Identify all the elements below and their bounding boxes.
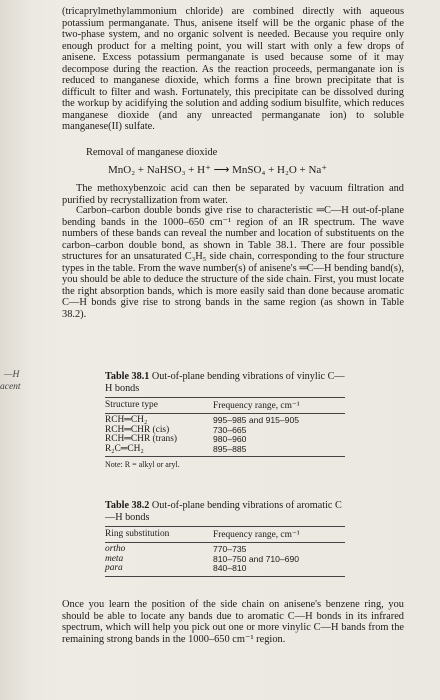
table-row: RCH═CH₂ 995–985 and 915–905 xyxy=(105,415,300,425)
paragraph-separation: The methoxybenzoic acid can then be separated by vacuum filtration and purified by recrystallization from water. xyxy=(62,183,404,206)
column-header-frequency: Frequency range, cm⁻¹ xyxy=(213,401,300,411)
paragraph-ir-bands: Carbon–carbon double bonds give rise to characteristic ═C—H out-of-plane bending bands in the 1000–650 cm⁻¹ region of an IR spectrum. The wave numbers of these bands can reveal the number and location of substituents on the carbon–carbon double bond, as shown in Table 38.1. There are four possible structures for an unsaturated C₃H₅ side chain, corresponding to the four structure types in the table. From the wave number(s) of anisene's ═C—H bending band(s), you should be able to deduce the structure of the side chain. First, you must locate the right absorption bands, which is more easily said than done because aromatic C—H bonds give rise to strong bands in the same region (as shown in Table 38.2). xyxy=(62,205,404,320)
table-caption-text: Out-of-plane bending vibrations of aromatic C—H bonds xyxy=(105,500,342,523)
table-note: Note: R = alkyl or aryl. xyxy=(105,460,180,470)
table-row: para 840–810 xyxy=(105,563,247,574)
table-row: RCH═CHR (cis) 730–665 xyxy=(105,424,247,435)
column-header-ring: Ring substitution xyxy=(105,529,170,539)
margin-fragment-1: —H xyxy=(4,370,20,380)
table-row: meta 810–750 and 710–690 xyxy=(105,553,300,564)
table-number: Table 38.1 xyxy=(105,371,150,382)
table-row: ortho 770–735 xyxy=(105,544,247,554)
paragraph-aromatic-bands: Once you learn the position of the side chain on anisene's benzene ring, you should be able to locate any bands due to aromatic C—H bonds in its infrared spectrum, which will help you pick out one or more vinylic C—H bands from the remaining strong bands in the 1000–650 cm⁻¹ region. xyxy=(62,599,404,645)
column-header-frequency: Frequency range, cm⁻¹ xyxy=(213,530,300,540)
margin-fragment-2: acent xyxy=(0,382,21,392)
table-row: R₂C═CH₂ 895–885 xyxy=(105,443,247,454)
table-header xyxy=(105,398,345,413)
table-38-2 xyxy=(105,500,345,577)
table-caption xyxy=(105,371,345,394)
table-number: Table 38.2 xyxy=(105,500,150,511)
paragraph-workup: (tricaprylmethylammonium chloride) are combined directly with aqueous potassium permanganate. Thus, anisene itself will be the organic phase of the two-phase system, and no organic solvent is needed. Because you require only enough product for a melting point, you will start with only a few drops of anisene. Excess potassium permanganate is used because some of it may decompose during the reaction. As the reaction proceeds, permanganate ion is reduced to manganese dioxide, which forms a fine brown precipitate that is difficult to filter and wash. Fortunately, this precipitate can be dissolved during the workup by acidifying the solution and adding sodium bisulfite, which reduces manganese dioxide (and any unreacted permanganate ion) to soluble manganese(II) sulfate. xyxy=(62,6,404,133)
table-caption-text: Out-of-plane bending vibrations of vinylic C—H bonds xyxy=(105,371,345,394)
table-caption xyxy=(105,500,345,523)
table-header xyxy=(105,527,345,542)
table-row: RCH═CHR (trans) 980–960 xyxy=(105,434,247,445)
equation-heading: Removal of manganese dioxide xyxy=(86,147,218,158)
table-38-1 xyxy=(105,371,345,469)
column-header-structure: Structure type xyxy=(105,400,158,410)
chemical-equation: MnO₂ + NaHSO₃ + H⁺ ⟶ MnSO₄ + H₂O + Na⁺ xyxy=(108,164,328,176)
